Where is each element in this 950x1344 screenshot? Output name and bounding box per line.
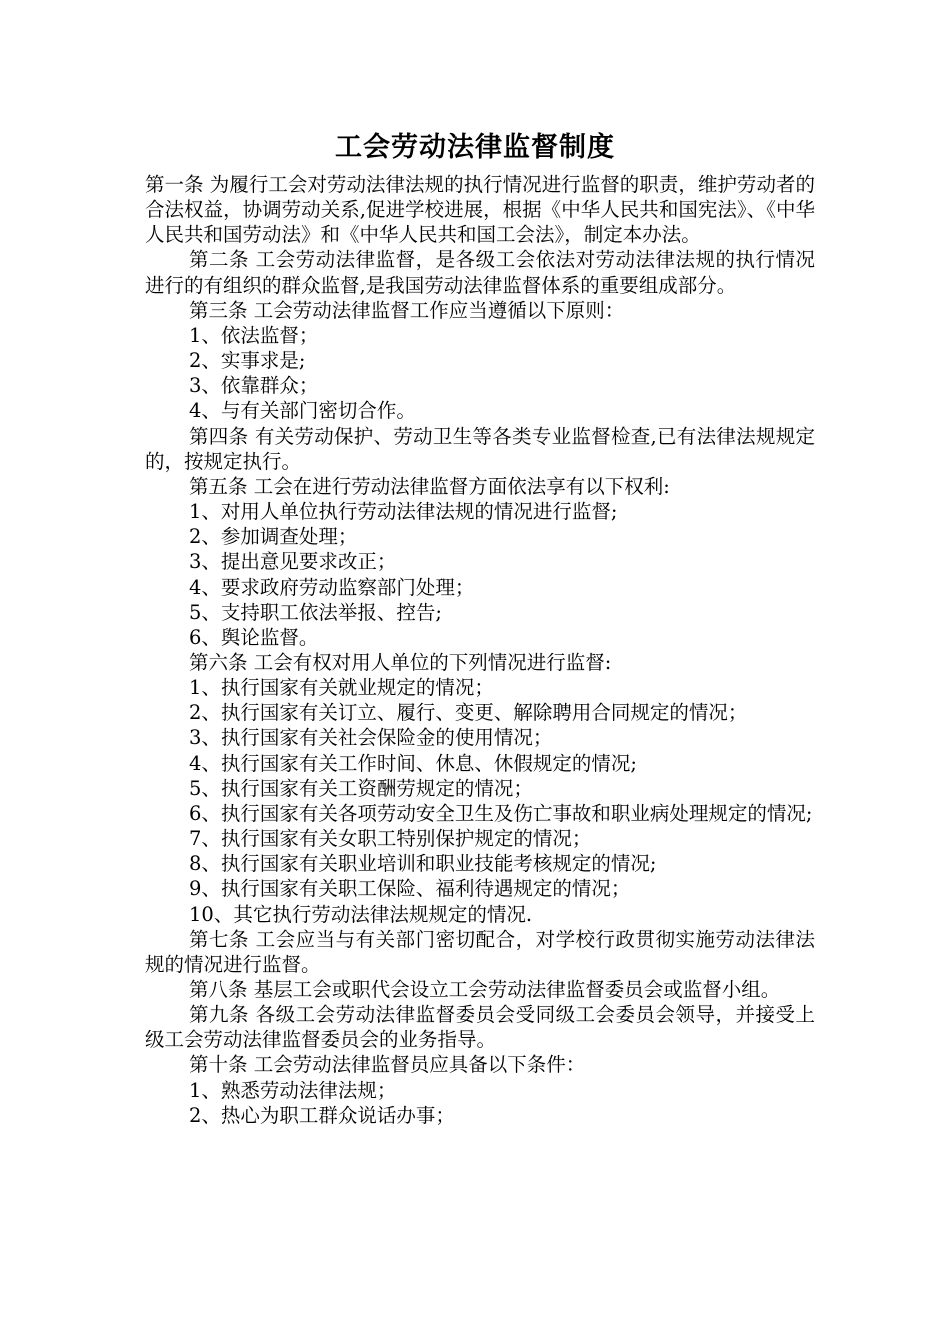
document-paragraph: 第二条 工会劳动法律监督，是各级工会依法对劳动法律法规的执行情况进行的有组织的群众监督,是我国劳动法律监督体系的重要组成部分。: [145, 248, 815, 297]
document-paragraph: 第九条 各级工会劳动法律监督委员会受同级工会委员会领导，并接受上级工会劳动法律监督委员会的业务指导。: [145, 1003, 815, 1052]
document-paragraph: 第三条 工会劳动法律监督工作应当遵循以下原则：: [189, 298, 625, 322]
document-paragraph: 6、执行国家有关各项劳动安全卫生及伤亡事故和职业病处理规定的情况;: [189, 801, 813, 825]
document-paragraph: 7、执行国家有关女职工特别保护规定的情况；: [189, 827, 592, 851]
document-paragraph: 2、执行国家有关订立、履行、变更、解除聘用合同规定的情况；: [189, 701, 748, 725]
document-paragraph: 2、参加调查处理；: [189, 525, 358, 549]
document-paragraph: 10、其它执行劳动法律法规规定的情况.: [189, 902, 533, 926]
document-paragraph: 2、实事求是;: [189, 349, 306, 373]
document-paragraph: 5、支持职工依法举报、控告;: [189, 600, 442, 624]
document-paragraph: 1、熟悉劳动法律法规；: [189, 1078, 397, 1102]
document-paragraph: 9、执行国家有关职工保险、福利待遇规定的情况；: [189, 877, 631, 901]
document-paragraph: 3、依靠群众；: [189, 374, 319, 398]
document-paragraph: 6、舆论监督。: [189, 625, 319, 649]
document-paragraph: 第七条 工会应当与有关部门密切配合，对学校行政贯彻实施劳动法律法规的情况进行监督。: [145, 927, 815, 976]
document-paragraph: 第六条 工会有权对用人单位的下列情况进行监督:: [189, 650, 612, 674]
document-paragraph: 3、执行国家有关社会保险金的使用情况；: [189, 726, 553, 750]
document-paragraph: 1、依法监督；: [189, 323, 319, 347]
document-paragraph: 4、与有关部门密切合作。: [189, 399, 416, 423]
document-paragraph: 1、对用人单位执行劳动法律法规的情况进行监督;: [189, 500, 618, 524]
document-paragraph: 5、执行国家有关工资酬劳规定的情况；: [189, 776, 533, 800]
document-paragraph: 第八条 基层工会或职代会设立工会劳动法律监督委员会或监督小组。: [189, 978, 781, 1001]
document-paragraph: 第十条 工会劳动法律监督员应具备以下条件：: [189, 1053, 586, 1077]
document-paragraph: 第五条 工会在进行劳动法律监督方面依法享有以下权利:: [189, 474, 670, 498]
document-paragraph: 3、提出意见要求改正；: [189, 550, 397, 574]
document-paragraph: 8、执行国家有关职业培训和职业技能考核规定的情况;: [189, 852, 657, 876]
document-paragraph: 第四条 有关劳动保护、劳动卫生等各类专业监督检查,已有法律法规规定的，按规定执行。: [145, 424, 815, 473]
document-title: 工会劳动法律监督制度: [335, 132, 615, 163]
document-paragraph: 4、执行国家有关工作时间、休息、休假规定的情况;: [189, 751, 637, 775]
document-body: [145, 172, 815, 1128]
document-paragraph: 第一条 为履行工会对劳动法律法规的执行情况进行监督的职责，维护劳动者的合法权益，协调劳动关系,促进学校进展，根据《中华人民共和国宪法》、《中华人民共和国劳动法》和《中华人民共和国工会法》，制定本办法。: [145, 173, 815, 247]
document-paragraph: 1、执行国家有关就业规定的情况；: [189, 676, 494, 700]
document-paragraph: 4、要求政府劳动监察部门处理；: [189, 575, 475, 599]
document-paragraph: 2、热心为职工群众说话办事；: [189, 1103, 455, 1127]
